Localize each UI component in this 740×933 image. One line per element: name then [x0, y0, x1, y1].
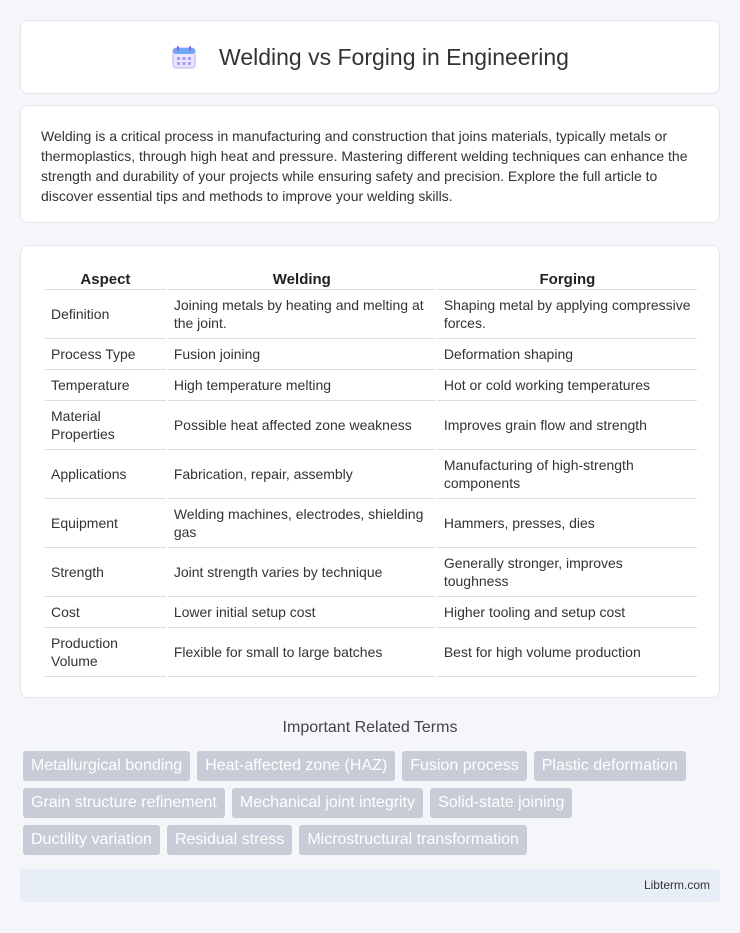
intro-card — [20, 105, 720, 223]
table-cell: Lower initial setup cost — [168, 597, 436, 628]
table-row — [45, 628, 697, 677]
table-cell: Process Type — [45, 339, 166, 370]
table-row — [45, 548, 697, 597]
table-cell: Shaping metal by applying compressive forces. — [438, 290, 697, 339]
term-tag[interactable]: Residual stress — [167, 825, 292, 855]
column-header: Forging — [438, 266, 697, 290]
table-row — [45, 370, 697, 401]
table-cell: Material Properties — [45, 401, 166, 450]
term-tag[interactable]: Grain structure refinement — [23, 788, 225, 818]
table-cell: Joint strength varies by technique — [168, 548, 436, 597]
table-cell: Cost — [45, 597, 166, 628]
comparison-table-card — [20, 245, 720, 698]
table-cell: Manufacturing of high-strength components — [438, 450, 697, 499]
table-cell: Welding machines, electrodes, shielding gas — [168, 499, 436, 548]
table-cell: Higher tooling and setup cost — [438, 597, 697, 628]
page-title: Welding vs Forging in Engineering — [219, 43, 569, 70]
column-header: Aspect — [45, 266, 166, 290]
term-tag[interactable]: Metallurgical bonding — [23, 751, 190, 781]
header-card — [20, 20, 720, 94]
related-terms-title: Important Related Terms — [282, 719, 458, 736]
table-cell: High temperature melting — [168, 370, 436, 401]
term-tag[interactable]: Fusion process — [402, 751, 527, 781]
table-cell: Production Volume — [45, 628, 166, 677]
table-cell: Applications — [45, 450, 166, 499]
table-cell: Hammers, presses, dies — [438, 499, 697, 548]
table-cell: Fabrication, repair, assembly — [168, 450, 436, 499]
table-cell: Hot or cold working temperatures — [438, 370, 697, 401]
table-cell: Equipment — [45, 499, 166, 548]
footer-link[interactable]: Libterm.com — [643, 878, 710, 892]
table-cell: Generally stronger, improves toughness — [438, 548, 697, 597]
comparison-table — [43, 266, 699, 677]
table-row — [45, 339, 697, 370]
term-tag[interactable]: Ductility variation — [23, 825, 160, 855]
term-tag[interactable]: Solid-state joining — [430, 788, 572, 818]
table-cell: Flexible for small to large batches — [168, 628, 436, 677]
table-cell: Fusion joining — [168, 339, 436, 370]
table-cell: Best for high volume production — [438, 628, 697, 677]
column-header: Welding — [168, 266, 436, 290]
term-tag[interactable]: Plastic deformation — [534, 751, 686, 781]
table-cell: Joining metals by heating and melting at the joint. — [168, 290, 436, 339]
table-row — [45, 499, 697, 548]
table-header-row — [45, 266, 697, 290]
footer — [20, 869, 720, 902]
table-cell: Definition — [45, 290, 166, 339]
table-cell: Possible heat affected zone weakness — [168, 401, 436, 450]
term-tag[interactable]: Mechanical joint integrity — [232, 788, 423, 818]
table-cell: Strength — [45, 548, 166, 597]
calendar-icon — [171, 44, 197, 70]
table-row — [45, 290, 697, 339]
intro-text: Welding is a critical process in manufacturing and construction that joins materials, typically metals or thermoplastics, through high heat and pressure. Mastering different welding techniques can enhance the strength and durability of your projects while ensuring safety and precision. Explore the full article to discover essential tips and methods to improve your welding skills. — [41, 128, 688, 204]
table-cell: Deformation shaping — [438, 339, 697, 370]
table-row — [45, 401, 697, 450]
related-terms-list — [23, 751, 713, 855]
term-tag[interactable]: Microstructural transformation — [299, 825, 527, 855]
table-cell: Improves grain flow and strength — [438, 401, 697, 450]
table-row — [45, 597, 697, 628]
table-cell: Temperature — [45, 370, 166, 401]
table-row — [45, 450, 697, 499]
term-tag[interactable]: Heat-affected zone (HAZ) — [197, 751, 395, 781]
